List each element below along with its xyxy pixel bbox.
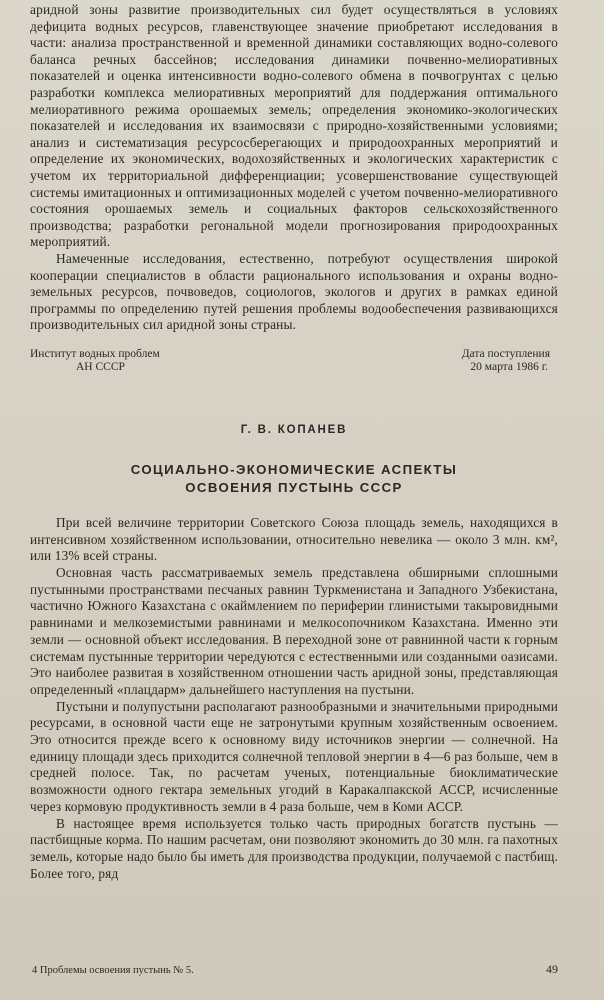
paragraph: При всей величине территории Советского Союза площадь земель, находящихся в интенсивном хозяйственном использовании, относительно невелика — около 3 млн. км², или 13% всей страны. — [30, 514, 558, 564]
paragraph: Намеченные исследования, естественно, потребуют осуществления широкой кооперации специалистов в области рационального использования и охраны водно-земельных ресурсов, почвоведов, социологов, экологов и других в рамках единой программы по определению путей решения проблемы водообеспечения развивающихся производительных сил аридной зоны страны. — [30, 250, 558, 333]
article-meta — [30, 348, 558, 374]
paragraph: аридной зоны развитие производительных сил будет осуществляться в условиях дефицита водных ресурсов, главенствующее значение приобретают исследования в части: анализа пространственной и временной динамики составляющих водно-солевого баланса речных бассейнов; исследования динамики почвенно-мелиоративных показателей и оценка интенсивности водно-солевого обмена в почвогрунтах с целью разработки комплекса мелиоративных мероприятий для поддержания оптимального мелиоративного режима орошаемых земель; определения экономико-экологических показателей и исследования их взаимосвязи с природно-хозяйственными условиями; анализ и систематизация ресурсосберегающих и природоохранных мероприятий и определение их экономических, водохозяйственных и экологических характеристик с учетом их территориальной дифференциации; усовершенствование существующей системы имитационных и оптимизационных моделей с учетом почвенно-мелиоративного состояния орошаемых земель и социальных факторов сельскохозяйственного производства; разработки регональной модели прогнозирования природоохранных мероприятий. — [30, 2, 558, 250]
received-date — [462, 348, 558, 374]
title-line2: ОСВОЕНИЯ ПУСТЫНЬ СССР — [185, 479, 403, 495]
received-line1: Дата поступления — [461, 347, 550, 360]
title-line1: СОЦИАЛЬНО-ЭКОНОМИЧЕСКИЕ АСПЕКТЫ — [130, 461, 458, 477]
signature-mark: 4 Проблемы освоения пустынь № 5. — [32, 965, 194, 976]
article-author: Г. В. КОПАНЕВ — [240, 423, 348, 436]
article-title — [30, 461, 558, 497]
received-line2: 20 марта 1986 г. — [470, 360, 548, 373]
institution — [30, 348, 160, 374]
page-footer — [32, 962, 558, 977]
page-number: 49 — [546, 962, 558, 976]
institution-line2: АН СССР — [76, 360, 125, 373]
paragraph: Пустыни и полупустыни располагают разнообразными и значительными природными ресурсами, в основной части еще не затронутыми крупным хозяйственным освоением. Это относится прежде всего к основному виду источников энергии — солнечной. На единицу площади здесь приходится солнечной тепловой энергии в 4—6 раз больше, чем в средней полосе. Так, по расчетам ученых, потенциальные биоклиматические возможности одного гектара земельных угодий в Каракалпакской АССР, исчисленные через кормовую продуктивность земли в 4 раза больше, чем в Коми АССР. — [30, 698, 558, 814]
previous-article-text — [30, 2, 558, 334]
paragraph: Основная часть рассматриваемых земель представлена обширными сплошными пустынными пространствами песчаных равнин Туркменистана и Западного Узбекистана, частично Южного Казахстана с окаймлением по периферии глинистыми такыровидными равнинами и мелкоземистыми равнинами и мелкосопочником Казахстана. Именно эти земли — основной объект исследования. В переходной зоне от равнинной части к горным системам пустынные территории чередуются с естественными или созданными оазисами. Это наиболее развитая в хозяйственном отношении часть аридной зоны, представляющая определенный «плацдарм» дальнейшего наступления на пустыни. — [30, 564, 558, 697]
article-body — [30, 515, 558, 882]
paragraph: В настоящее время используется только часть природных богатств пустынь — пастбищные корма. По нашим расчетам, они позволяют экономить до 30 млн. га пахотных земель, которые надо было бы иметь для производства продукции, получаемой с пастбищ. Более того, ряд — [30, 815, 558, 881]
institution-line1: Институт водных проблем — [30, 347, 160, 360]
